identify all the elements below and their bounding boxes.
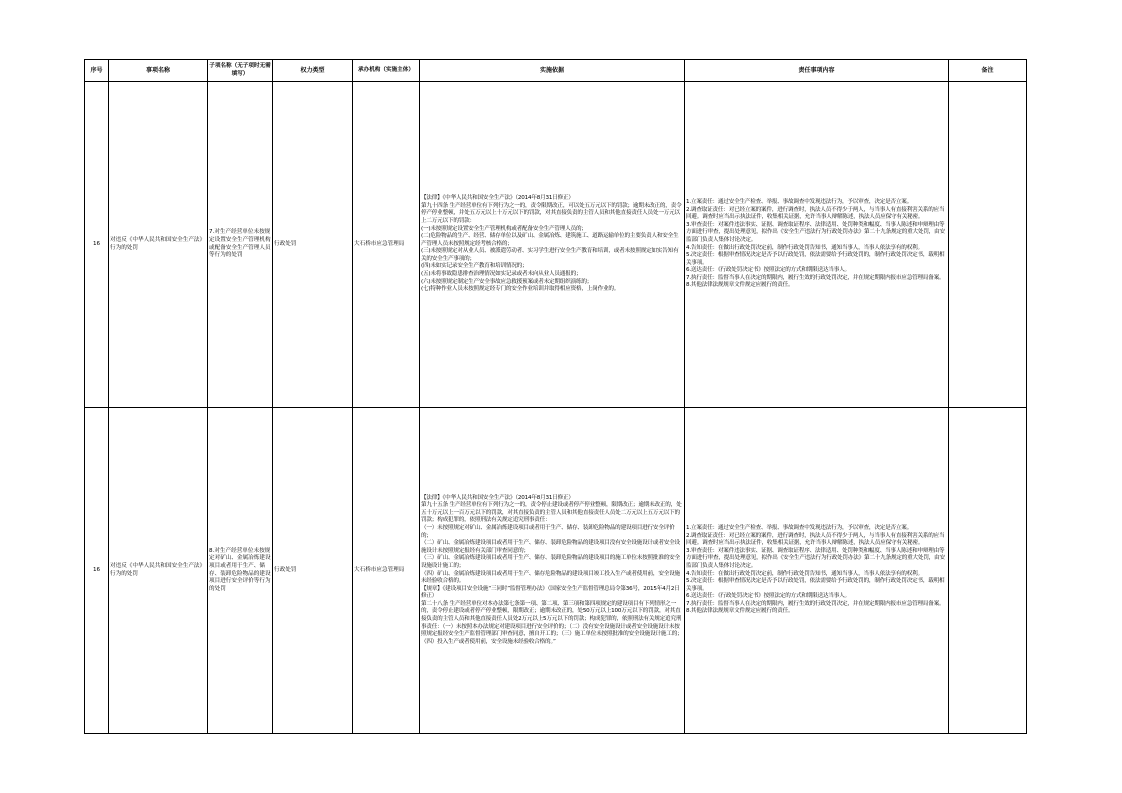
- cell-power-type: 行政处罚: [273, 82, 353, 408]
- cell-remarks: [949, 82, 1027, 408]
- header-sub-item: 子项名称（无子项时无需填写）: [208, 60, 273, 82]
- table-row: [85, 408, 1027, 734]
- cell-responsibility: 1.立案责任：通过安全生产检查、举报、事故调查中发现违法行为，予以审查，决定是否立案。 2.调查取证责任：对已经立案的案件，进行调查时，执法人员不得少于两人，与当事人有直接利害关系的应当回避。调查时应当出示执法证件，收集相关证据，允许当事人辩解陈述，执法人员应保守有关秘密。 3.审查责任：对案件违法事实、证据、调查取证程序、法律适用、处罚种类和幅度、当事人陈述和申辩理由等方面进行审查，提出处理意见，拟作出《安全生产违法行为行政处罚办法》第二十九条规定的重大处罚，由安监部门负责人集体讨论决定。 4.告知责任：在做出行政处罚决定前，制作行政处罚告知书，通知当事人，当事人依法享有的权利。 5.决定责任：根据审查情况决定是否予以行政处罚，依法需要给予行政处罚的，制作行政处罚决定书，载明相关事项。 6.送达责任：《行政处罚决定书》按照法定的方式和期限送达当事人。 7.执行责任：监督当事人在决定的期限内，履行生效的行政处罚决定，并在规定期限内报市应急管理局备案。 8.其他法律法规规章文件规定应履行的责任。: [685, 82, 949, 408]
- header-remarks: 备注: [949, 60, 1027, 82]
- cell-responsibility: 1.立案责任：通过安全生产检查、举报、事故调查中发现违法行为，予以审查，决定是否立案。 2.调查取证责任：对已经立案的案件，进行调查时，执法人员不得少于两人，与当事人有直接利害关系的应当回避。调查时应当出示执法证件，收集相关证据，允许当事人辩解陈述，执法人员应保守有关秘密。 3.审查责任：对案件违法事实、证据、调查取证程序、法律适用、处罚种类和幅度、当事人陈述和申辩理由等方面进行审查，提出处理意见，拟作出《安全生产违法行为行政处罚办法》第二十九条规定的重大处罚，由安监部门负责人集体讨论决定。 4.告知责任：在做出行政处罚决定前，制作行政处罚告知书，通知当事人，当事人依法享有的权利。 5.决定责任：根据审查情况决定是否予以行政处罚，依法需要给予行政处罚的，制作行政处罚决定书，载明相关事项。 6.送达责任：《行政处罚决定书》按照法定的方式和期限送达当事人。 7.执行责任：监督当事人在决定的期限内，履行生效的行政处罚决定，并在规定期限内报市应急管理局备案。 8.其他法律法规规章文件规定应履行的责任。: [685, 408, 949, 734]
- cell-item-name: 对违反《中华人民共和国安全生产法》行为的处罚: [109, 82, 208, 408]
- header-responsibility: 责任事项内容: [685, 60, 949, 82]
- cell-sub-item: 8.对生产经营单位未按规定对矿山、金属冶炼建设项目或者用于生产、储存、装卸危险物品的建设项目进行安全评价等行为的处罚: [208, 408, 273, 734]
- cell-remarks: [949, 408, 1027, 734]
- header-seq: 序号: [85, 60, 109, 82]
- cell-seq: 16: [85, 82, 109, 408]
- power-list-table: [84, 59, 1027, 734]
- cell-item-name: 对违反《中华人民共和国安全生产法》行为的处罚: [109, 408, 208, 734]
- header-agency: 承办机构（实施主体）: [353, 60, 420, 82]
- header-basis: 实施依据: [420, 60, 685, 82]
- cell-power-type: 行政处罚: [273, 408, 353, 734]
- header-power-type: 权力类型: [273, 60, 353, 82]
- table-row: [85, 82, 1027, 408]
- cell-sub-item: 7.对生产经营单位未按规定设置安全生产管理机构或配备安全生产管理人员等行为的处罚: [208, 82, 273, 408]
- header-item-name: 事项名称: [109, 60, 208, 82]
- cell-agency: 大石桥市应急管理局: [353, 82, 420, 408]
- cell-agency: 大石桥市应急管理局: [353, 408, 420, 734]
- header-row: [85, 60, 1027, 82]
- cell-basis: 【法律】《中华人民共和国安全生产法》（2014年8月31日修正） 第九十五条 生产经营单位有下列行为之一的，责令停止建设或者停产停业整顿，限期改正；逾期未改正的，处五十万元以上一百万元以下的罚款，对其直接负责的主管人员和其他直接责任人员处二万元以上五万元以下的罚款；构成犯罪的，依照刑法有关规定追究刑事责任： （一）未按照规定对矿山、金属冶炼建设项目或者用于生产、储存、装卸危险物品的建设项目进行安全评价的； （二）矿山、金属冶炼建设项目或者用于生产、储存、装卸危险物品的建设项目没有安全设施设计或者安全设施设计未按照规定报经有关部门审查同意的； （三）矿山、金属冶炼建设项目或者用于生产、储存、装卸危险物品的建设项目的施工单位未按照批准的安全设施设计施工的； （四）矿山、金属冶炼建设项目或者用于生产、储存危险物品的建设项目竣工投入生产或者使用前，安全设施未经验收合格的。 【规章】《建设项目安全设施“三同时”监督管理办法》（国家安全生产监督管理总局令第36号，2015年4月2日修正） 第二十八条 生产经营单位对本办法第七条第一项、第二项、第三项和第四项规定的建设项目有下列情形之一的，责令停止建设或者停产停业整顿，限期改正；逾期未改正的，处50万元以上100万元以下的罚款，对其直接负责的主管人员和其他直接责任人员处2万元以上5万元以下的罚款；构成犯罪的，依照刑法有关规定追究刑事责任：（一）未按照本办法规定对建设项目进行安全评价的；（二）没有安全设施设计或者安全设施设计未按照规定报经安全生产监督管理部门审查同意，擅自开工的；（三）施工单位未按照批准的安全设施设计施工的；（四）投入生产或者使用前，安全设施未经验收合格的。”: [420, 408, 685, 734]
- cell-seq: 16: [85, 408, 109, 734]
- cell-basis: 【法律】《中华人民共和国安全生产法》（2014年8月31日修正） 第九十四条 生产经营单位有下列行为之一的，责令限期改正，可以处五万元以下的罚款；逾期未改正的，责令停产停业整顿，并处五万元以上十万元以下的罚款，对其直接负责的主管人员和其他直接责任人员处一万元以上二万元以下的罚款： (一)未按照规定设置安全生产管理机构或者配备安全生产管理人员的； (二)危险物品的生产、经营、储存单位以及矿山、金属冶炼、建筑施工、道路运输单位的主要负责人和安全生产管理人员未按照规定经考核合格的； (三)未按照规定对从业人员、被派遣劳动者、实习学生进行安全生产教育和培训，或者未按照规定如实告知有关的安全生产事项的； (四)未如实记录安全生产教育和培训情况的； (五)未将事故隐患排查治理情况如实记录或者未向从业人员通报的； (六)未按照规定制定生产安全事故应急救援预案或者未定期组织演练的； (七)特种作业人员未按照规定经专门的安全作业培训并取得相应资格，上岗作业的。: [420, 82, 685, 408]
